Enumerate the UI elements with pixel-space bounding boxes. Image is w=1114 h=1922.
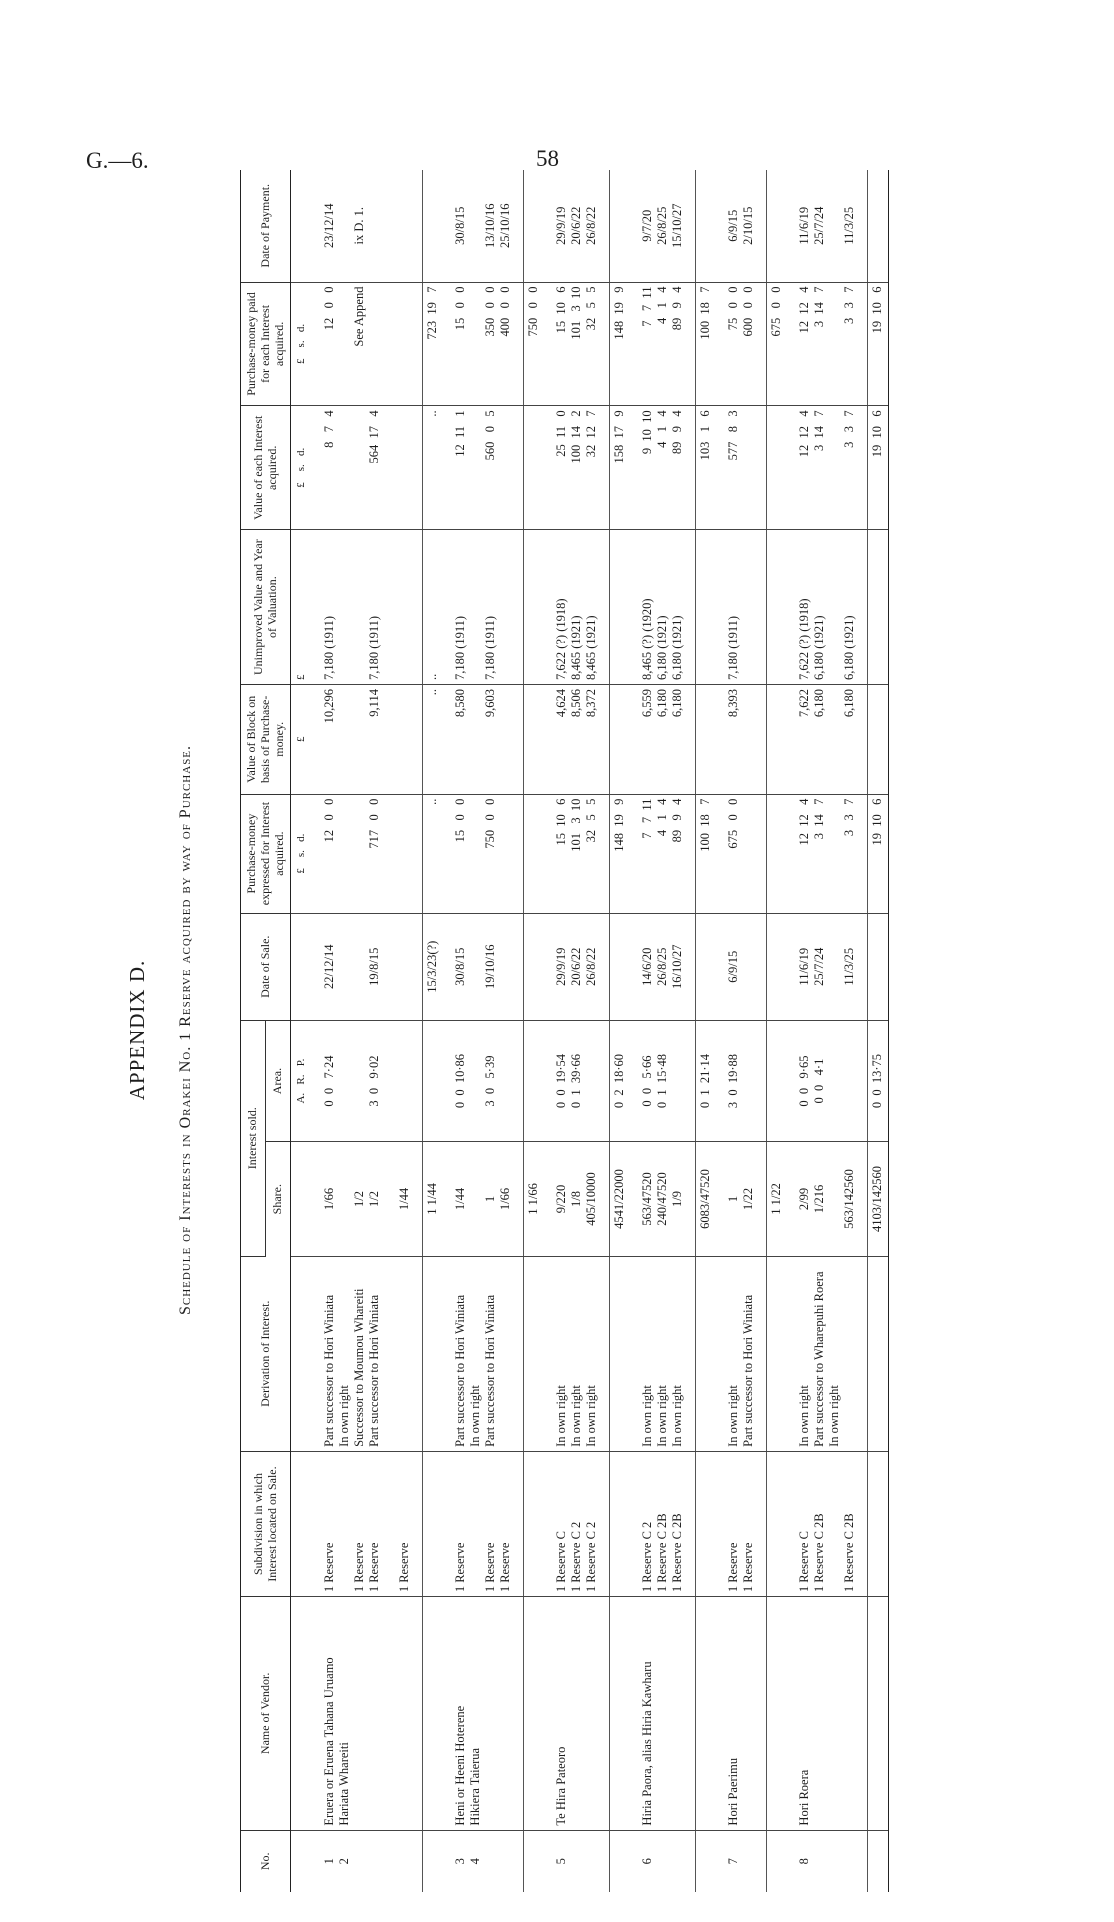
cell-date-of-payment xyxy=(767,170,788,282)
cell-derivation: In own right In own right In own right xyxy=(630,1256,696,1451)
cell-block-value: 8,580 9,603 xyxy=(443,685,524,795)
cell-derivation: In own right Part successor to Wharepuhi Roera In own right xyxy=(787,1256,868,1451)
cell-derivation: In own right Part successor to Hori Winiata xyxy=(716,1256,767,1451)
value-each-units: £ s. d. xyxy=(291,406,313,530)
cell-no xyxy=(423,1830,444,1892)
paid-each-units: £ s. d. xyxy=(291,282,313,406)
cell-paid-each: 723 19 7 xyxy=(423,282,444,406)
cell-value-each xyxy=(524,406,545,530)
cell-date-of-sale: 29/9/19 20/6/22 26/8/22 xyxy=(544,913,610,1020)
cell-date-of-payment: 6/9/15 2/10/15 xyxy=(716,170,767,282)
block-value-units: £ xyxy=(291,685,313,795)
cell-purchase-money: 12 0 0 717 0 0 xyxy=(312,794,423,913)
cell-derivation xyxy=(524,1256,545,1451)
cell-no: 1 2 xyxy=(322,1858,352,1865)
cell-block-value: 4,624 8,506 8,372 xyxy=(544,685,610,795)
cell-unimproved xyxy=(696,530,717,685)
rotated-schedule xyxy=(85,150,1105,1910)
cell-date-of-payment xyxy=(423,170,444,282)
cell-date-of-sale xyxy=(767,913,788,1020)
cell-area: 0 0 13·75 xyxy=(868,1020,889,1141)
cell-area: 0 0 5·66 0 1 15·48 xyxy=(630,1020,696,1141)
subtotal-row xyxy=(610,170,631,1892)
table-row xyxy=(630,170,696,1892)
cell-unimproved: 7,180 (1911) xyxy=(716,530,767,685)
cell-derivation xyxy=(868,1256,889,1451)
header-no: No. xyxy=(241,1830,291,1892)
cell-vendor: Eruera or Eruena Tahana Uruamo Hariata Whareiti xyxy=(312,1597,423,1830)
cell-purchase-money: 7 7 11 4 1 4 89 9 4 xyxy=(630,794,696,913)
cell-unimproved xyxy=(524,530,545,685)
cell-subdivision xyxy=(767,1451,788,1596)
header-value-each: Value of each Interest acquired. xyxy=(241,406,291,530)
cell-value-each: 9 10 10 4 1 4 89 9 4 xyxy=(630,406,696,530)
cell-block-value: 6,559 6,180 6,180 xyxy=(630,685,696,795)
cell-no xyxy=(610,1830,631,1892)
cell-value-each: 577 8 3 xyxy=(716,406,767,530)
cell-purchase-money: 19 10 6 xyxy=(868,794,889,913)
cell-vendor: Heni or Heeni Hoterene Hikiera Taierua xyxy=(443,1597,524,1830)
cell-paid-each: 12 12 4 3 14 7 3 3 7 xyxy=(787,282,868,406)
cell-unimproved: .. xyxy=(423,530,444,685)
cell-vendor: Hori Roera xyxy=(787,1597,868,1830)
cell-unimproved: 7,622 (?) (1918) 8,465 (1921) 8,465 (1921) xyxy=(544,530,610,685)
cell-value-each: .. xyxy=(423,406,444,530)
table-row xyxy=(443,170,524,1892)
cell-area: 0 1 21·14 xyxy=(696,1020,717,1141)
cell-block-value xyxy=(610,685,631,795)
cell-no: 5 xyxy=(554,1858,569,1865)
table-row xyxy=(544,170,610,1892)
cell-share: 563/47520 240/47520 1/9 xyxy=(630,1142,696,1256)
cell-vendor: Hori Paerimu xyxy=(716,1597,767,1830)
cell-block-value: 10,296 9,114 xyxy=(312,685,423,795)
cell-purchase-money: 675 0 0 xyxy=(716,794,767,913)
cell-value-each: 25 11 0 100 14 2 32 12 7 xyxy=(544,406,610,530)
cell-date-of-sale xyxy=(868,913,889,1020)
cell-date-of-sale: 15/3/23(?) xyxy=(423,913,444,1020)
cell-subdivision: 1 Reserve 1 Reserve xyxy=(716,1451,767,1596)
cell-derivation: Part successor to Hori Winiata In own right Successor to Moumou Whareiti Part successor to Hori Winiata xyxy=(312,1256,423,1451)
cell-vendor: Hiria Paora, alias Hiria Kawharu xyxy=(630,1597,696,1830)
header-unimproved-value: Unimproved Value and Year of Valuation. xyxy=(241,530,291,685)
cell-paid-each: 12 0 0 See Append xyxy=(312,282,423,406)
cell-area xyxy=(767,1020,788,1141)
cell-derivation xyxy=(767,1256,788,1451)
subtotal-row xyxy=(767,170,788,1892)
cell-date-of-sale xyxy=(696,913,717,1020)
cell-share: 1 1/22 xyxy=(716,1142,767,1256)
table-row xyxy=(312,170,423,1892)
cell-purchase-money: 15 10 6 101 3 10 32 5 5 xyxy=(544,794,610,913)
cell-date-of-sale xyxy=(524,913,545,1020)
cell-subdivision: 1 Reserve 1 Reserve 1 Reserve 1 Reserve xyxy=(312,1451,423,1596)
cell-date-of-payment: 11/6/19 25/7/24 11/3/25 xyxy=(787,170,868,282)
cell-value-each: 12 12 4 3 14 7 3 3 7 xyxy=(787,406,868,530)
cell-date-of-sale: 30/8/15 19/10/16 xyxy=(443,913,524,1020)
header-block-value: Value of Block on basis of Purchase-money. xyxy=(241,685,291,795)
cell-no: 3 4 xyxy=(453,1858,483,1865)
cell-value-each: 158 17 9 xyxy=(610,406,631,530)
cell-share: 4103/142560 xyxy=(868,1142,889,1256)
cell-paid-each: 148 19 9 xyxy=(610,282,631,406)
cell-date-of-payment xyxy=(868,170,889,282)
cell-share: 4541/22000 xyxy=(610,1142,631,1256)
cell-area xyxy=(423,1020,444,1141)
cell-vendor xyxy=(524,1597,545,1830)
cell-derivation xyxy=(423,1256,444,1451)
cell-share: 1 1/66 xyxy=(524,1142,545,1256)
cell-paid-each: 7 7 11 4 1 4 89 9 4 xyxy=(630,282,696,406)
cell-no xyxy=(868,1830,889,1892)
cell-date-of-sale: 6/9/15 xyxy=(716,913,767,1020)
cell-purchase-money xyxy=(524,794,545,913)
cell-subdivision xyxy=(610,1451,631,1596)
cell-subdivision: 1 Reserve C 1 Reserve C 2 1 Reserve C 2 xyxy=(544,1451,610,1596)
cell-subdivision: 1 Reserve C 2 1 Reserve C 2B 1 Reserve C 2B xyxy=(630,1451,696,1596)
cell-subdivision: 1 Reserve 1 Reserve 1 Reserve xyxy=(443,1451,524,1596)
cell-area: 0 0 7·24 3 0 9·02 xyxy=(312,1020,423,1141)
subtotal-row xyxy=(868,170,889,1892)
cell-share: 6083/47520 xyxy=(696,1142,717,1256)
cell-area: 0 0 10·86 3 0 5·39 xyxy=(443,1020,524,1141)
cell-share: 1 1/44 xyxy=(423,1142,444,1256)
cell-paid-each: 15 10 6 101 3 10 32 5 5 xyxy=(544,282,610,406)
cell-no xyxy=(696,1830,717,1892)
cell-no xyxy=(767,1830,788,1892)
cell-area: 0 2 18·60 xyxy=(610,1020,631,1141)
table-title: Schedule of Interests in Orakei No. 1 Reserve acquired by way of Purchase. xyxy=(177,744,194,1316)
cell-block-value: .. xyxy=(423,685,444,795)
cell-subdivision xyxy=(423,1451,444,1596)
cell-area: 3 0 19·88 xyxy=(716,1020,767,1141)
cell-date-of-payment: 9/7/20 26/8/25 15/10/27 xyxy=(630,170,696,282)
purchase-money-units: £ s. d. xyxy=(291,794,313,913)
header-vendor: Name of Vendor. xyxy=(241,1597,291,1830)
header-purchase-money: Purchase-money expressed for Interest acquired. xyxy=(241,794,291,913)
cell-purchase-money: 15 0 0 750 0 0 xyxy=(443,794,524,913)
header-interest-sold: Interest sold. xyxy=(241,1020,266,1256)
cell-derivation: In own right In own right In own right xyxy=(544,1256,610,1451)
cell-vendor xyxy=(868,1597,889,1830)
cell-vendor xyxy=(610,1597,631,1830)
schedule-table xyxy=(240,170,889,1892)
cell-area: 0 0 19·54 0 1 39·66 xyxy=(544,1020,610,1141)
cell-purchase-money: 100 18 7 xyxy=(696,794,717,913)
page-header-left: G.—6. xyxy=(86,148,149,173)
cell-no: 7 xyxy=(726,1858,741,1865)
cell-subdivision xyxy=(696,1451,717,1596)
cell-unimproved: 7,622 (?) (1918) 6,180 (1921) 6,180 (1921) xyxy=(787,530,868,685)
cell-date-of-payment: 30/8/15 13/10/16 25/10/16 xyxy=(443,170,524,282)
cell-subdivision xyxy=(868,1451,889,1596)
cell-unimproved xyxy=(610,530,631,685)
cell-purchase-money: 12 12 4 3 14 7 3 3 7 xyxy=(787,794,868,913)
cell-block-value: 8,393 xyxy=(716,685,767,795)
header-derivation: Derivation of Interest. xyxy=(241,1256,291,1451)
cell-purchase-money xyxy=(767,794,788,913)
cell-unimproved: 7,180 (1911) 7,180 (1911) xyxy=(443,530,524,685)
cell-vendor xyxy=(767,1597,788,1830)
page-number: 58 xyxy=(536,146,559,171)
cell-block-value xyxy=(696,685,717,795)
cell-no: 8 xyxy=(797,1858,812,1865)
cell-paid-each: 100 18 7 xyxy=(696,282,717,406)
table-row xyxy=(716,170,767,1892)
cell-purchase-money: 148 19 9 xyxy=(610,794,631,913)
cell-block-value: 7,622 6,180 6,180 xyxy=(787,685,868,795)
header-date-of-payment: Date of Payment. xyxy=(241,170,291,282)
cell-paid-each: 15 0 0 350 0 0 400 0 0 xyxy=(443,282,524,406)
cell-date-of-payment xyxy=(524,170,545,282)
header-share: Share. xyxy=(266,1142,291,1256)
subtotal-row xyxy=(423,170,444,1892)
cell-share: 1/66 1/2 1/2 1/44 xyxy=(312,1142,423,1256)
cell-derivation: Part successor to Hori Winiata In own right Part successor to Hori Winiata xyxy=(443,1256,524,1451)
cell-vendor xyxy=(696,1597,717,1830)
cell-derivation xyxy=(696,1256,717,1451)
cell-paid-each: 19 10 6 xyxy=(868,282,889,406)
area-units: A. R. P. xyxy=(291,1020,313,1141)
cell-date-of-payment xyxy=(696,170,717,282)
cell-vendor: Te Hira Pateoro xyxy=(544,1597,610,1830)
header-area: Area. xyxy=(266,1020,291,1141)
cell-no xyxy=(524,1830,545,1892)
cell-purchase-money: .. xyxy=(423,794,444,913)
cell-block-value xyxy=(524,685,545,795)
table-row xyxy=(787,170,868,1892)
cell-unimproved: 8,465 (?) (1920) 6,180 (1921) 6,180 (1921) xyxy=(630,530,696,685)
subtotal-row xyxy=(696,170,717,1892)
cell-subdivision: 1 Reserve C 1 Reserve C 2B 1 Reserve C 2B xyxy=(787,1451,868,1596)
cell-date-of-sale: 22/12/14 19/8/15 xyxy=(312,913,423,1020)
cell-paid-each: 75 0 0 600 0 0 xyxy=(716,282,767,406)
cell-vendor xyxy=(423,1597,444,1830)
cell-date-of-sale: 14/6/20 26/8/25 16/10/27 xyxy=(630,913,696,1020)
unimproved-units: £ xyxy=(291,530,313,685)
cell-value-each xyxy=(767,406,788,530)
cell-block-value xyxy=(868,685,889,795)
cell-area: 0 0 9·65 0 0 4·1 xyxy=(787,1020,868,1141)
header-subdivision: Subdivision in which Interest located on Sale. xyxy=(241,1451,291,1596)
cell-share: 1 1/22 xyxy=(767,1142,788,1256)
cell-area xyxy=(524,1020,545,1141)
header-date-of-sale: Date of Sale. xyxy=(241,913,291,1020)
units-row xyxy=(291,170,313,1892)
cell-date-of-payment: 23/12/14 ix D. 1. xyxy=(312,170,423,282)
cell-date-of-sale xyxy=(610,913,631,1020)
cell-share: 2/99 1/216 563/142560 xyxy=(787,1142,868,1256)
cell-subdivision xyxy=(524,1451,545,1596)
cell-date-of-sale: 11/6/19 25/7/24 11/3/25 xyxy=(787,913,868,1020)
header-paid-each: Purchase-money paid for each Interest acquired. xyxy=(241,282,291,406)
cell-value-each: 19 10 6 xyxy=(868,406,889,530)
appendix-title: APPENDIX D. xyxy=(125,959,149,1101)
cell-no: 6 xyxy=(640,1858,655,1865)
cell-unimproved: 7,180 (1911) 7,180 (1911) xyxy=(312,530,423,685)
cell-value-each: 12 11 1 560 0 5 xyxy=(443,406,524,530)
subtotal-row xyxy=(524,170,545,1892)
cell-share: 9/220 1/8 405/10000 xyxy=(544,1142,610,1256)
cell-value-each: 8 7 4 564 17 4 xyxy=(312,406,423,530)
cell-share: 1/44 1 1/66 xyxy=(443,1142,524,1256)
cell-unimproved xyxy=(868,530,889,685)
cell-unimproved xyxy=(767,530,788,685)
cell-date-of-payment xyxy=(610,170,631,282)
cell-block-value xyxy=(767,685,788,795)
cell-paid-each: 750 0 0 xyxy=(524,282,545,406)
cell-value-each: 103 1 6 xyxy=(696,406,717,530)
cell-date-of-payment: 29/9/19 20/6/22 26/8/22 xyxy=(544,170,610,282)
cell-paid-each: 675 0 0 xyxy=(767,282,788,406)
cell-derivation xyxy=(610,1256,631,1451)
